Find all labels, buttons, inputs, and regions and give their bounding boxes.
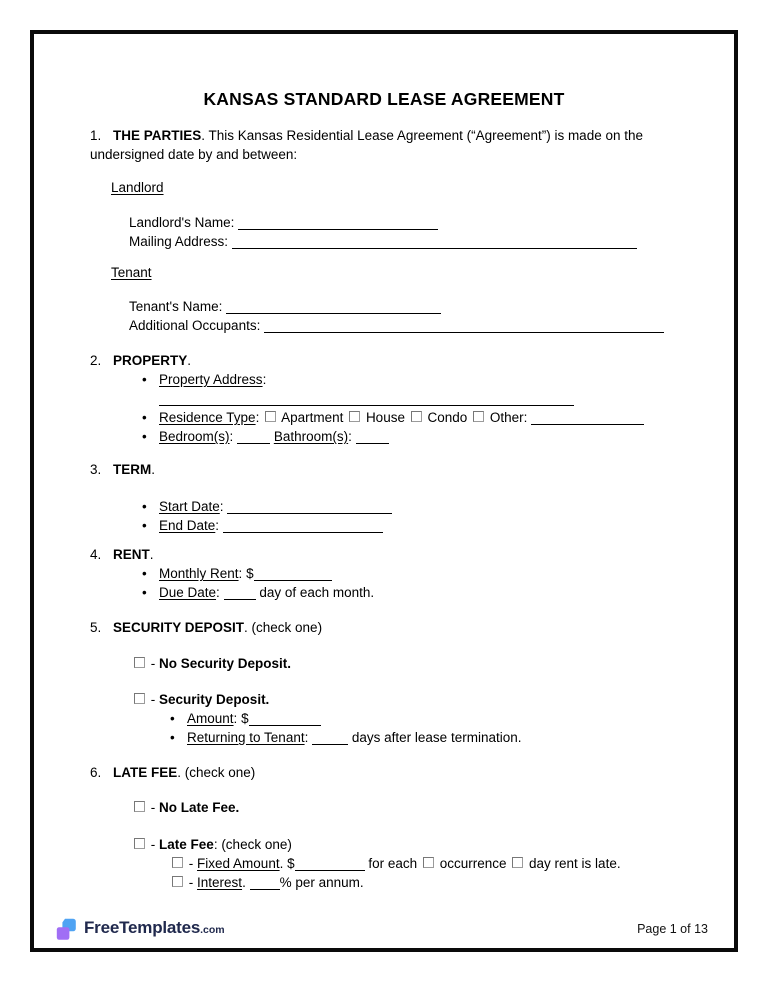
property-address-label: Property Address — [159, 372, 263, 387]
returning-days-blank[interactable] — [312, 731, 348, 745]
bathrooms-blank[interactable] — [356, 430, 389, 444]
fixed-amount-checkbox[interactable] — [172, 857, 183, 868]
section-heading: LATE FEE — [113, 765, 178, 780]
page-indicator: Page 1 of 13 — [637, 922, 708, 936]
bedrooms-label: Bedroom(s) — [159, 429, 230, 444]
brand-tld: .com — [200, 924, 225, 936]
dash: - — [188, 856, 194, 871]
occurrence-label: occurrence — [439, 856, 507, 871]
no-late-fee-checkbox[interactable] — [134, 801, 145, 812]
parties-intro-text: . This Kansas Residential Lease Agreement (“Agreement”) is made on the undersigned date by and between: — [90, 128, 643, 162]
check-one-note: . (check one) — [177, 765, 256, 780]
due-date-row: • Due Date: day of each month. — [90, 583, 678, 602]
residence-type-row: • Residence Type: Apartment House Condo Other: — [90, 408, 678, 427]
fixed-amount-blank[interactable] — [295, 857, 365, 871]
late-fee-suffix: : (check one) — [213, 837, 292, 852]
freetemplates-logo-icon — [56, 918, 77, 941]
start-date-row: • Start Date: — [90, 497, 678, 516]
returning-to-tenant-row: • Returning to Tenant: days after lease termination. — [90, 728, 678, 747]
document-title: KANSAS STANDARD LEASE AGREEMENT — [203, 89, 565, 109]
property-address-row: • Property Address: — [90, 370, 678, 408]
section-rent-heading: 4. RENT. — [90, 547, 154, 562]
day-rent-late-label: day rent is late. — [529, 856, 621, 871]
document-page — [30, 30, 738, 952]
monthly-rent-label: Monthly Rent — [159, 566, 239, 581]
dash: - — [150, 837, 156, 852]
fixed-amount-row: - Fixed Amount. $ for each occurrence day rent is late. — [90, 854, 678, 873]
bedrooms-blank[interactable] — [237, 430, 270, 444]
page-footer — [56, 916, 708, 942]
other-option-label: Other: — [489, 410, 528, 425]
late-fee-row — [90, 835, 678, 854]
no-security-deposit-row — [90, 654, 678, 673]
tenant-name-label: Tenant's Name: — [129, 299, 223, 314]
dash: - — [150, 692, 156, 707]
bathrooms-label: Bathroom(s) — [273, 429, 349, 444]
other-checkbox[interactable] — [473, 411, 484, 422]
additional-occupants-blank[interactable] — [264, 319, 664, 333]
residence-type-label: Residence Type — [159, 410, 256, 425]
section-heading: RENT — [113, 547, 150, 562]
deposit-amount-blank[interactable] — [249, 712, 321, 726]
day-rent-late-checkbox[interactable] — [512, 857, 523, 868]
section-number: 6. — [90, 765, 102, 780]
no-late-fee-label: No Late Fee. — [159, 800, 240, 815]
due-date-suffix: day of each month. — [259, 585, 375, 600]
end-date-label: End Date — [159, 518, 216, 533]
section-property-heading: 2. PROPERTY. — [90, 353, 192, 368]
due-date-blank[interactable] — [224, 586, 256, 600]
section-late-fee-heading — [90, 763, 678, 782]
mailing-address-blank[interactable] — [232, 235, 637, 249]
dollar-sign: $ — [241, 711, 249, 726]
section-term-heading: 3. TERM. — [90, 462, 156, 477]
interest-suffix: % per annum. — [279, 875, 364, 890]
late-fee-checkbox[interactable] — [134, 838, 145, 849]
condo-option-label: Condo — [427, 410, 468, 425]
landlord-heading: Landlord — [111, 180, 164, 195]
start-date-label: Start Date — [159, 499, 220, 514]
tenant-name-blank[interactable] — [226, 300, 441, 314]
late-fee-label: Late Fee — [159, 837, 214, 852]
house-checkbox[interactable] — [349, 411, 360, 422]
mailing-address-label: Mailing Address: — [129, 234, 229, 249]
freetemplates-logo — [56, 916, 225, 942]
section-heading: PROPERTY — [113, 353, 188, 368]
tenant-heading: Tenant — [111, 265, 152, 280]
tenant-name-row — [90, 297, 678, 316]
no-security-deposit-label: No Security Deposit. — [159, 656, 292, 671]
section-heading: THE PARTIES — [113, 128, 202, 143]
section-number: 5. — [90, 620, 102, 635]
bedrooms-bathrooms-row: • Bedroom(s): Bathroom(s): — [90, 427, 678, 446]
dash: - — [188, 875, 194, 890]
landlord-name-blank[interactable] — [238, 216, 438, 230]
deposit-amount-row: • Amount: $ — [90, 709, 678, 728]
monthly-rent-row: • Monthly Rent: $ — [90, 564, 678, 583]
section-heading: TERM — [113, 462, 152, 477]
returning-to-tenant-label: Returning to Tenant — [187, 730, 305, 745]
section-heading: SECURITY DEPOSIT — [113, 620, 245, 635]
security-deposit-row — [90, 690, 678, 709]
dash: - — [150, 800, 156, 815]
due-date-label: Due Date — [159, 585, 217, 600]
landlord-name-label: Landlord's Name: — [129, 215, 235, 230]
document-body — [34, 34, 734, 892]
section-number: 4. — [90, 547, 102, 562]
property-address-blank[interactable] — [159, 392, 574, 406]
landlord-name-row — [90, 213, 678, 232]
apartment-checkbox[interactable] — [265, 411, 276, 422]
no-late-fee-row — [90, 798, 678, 817]
house-option-label: House — [365, 410, 405, 425]
brand-text — [84, 916, 225, 942]
fixed-amount-label: Fixed Amount — [197, 856, 280, 871]
section-number: 1. — [90, 128, 102, 143]
start-date-blank[interactable] — [227, 500, 392, 514]
deposit-amount-label: Amount — [187, 711, 234, 726]
monthly-rent-blank[interactable] — [254, 567, 332, 581]
security-deposit-checkbox[interactable] — [134, 693, 145, 704]
dollar-sign: $ — [246, 566, 254, 581]
additional-occupants-label: Additional Occupants: — [129, 318, 261, 333]
occurrence-checkbox[interactable] — [423, 857, 434, 868]
other-residence-blank[interactable] — [531, 411, 644, 425]
additional-occupants-row — [90, 316, 678, 335]
mailing-address-row — [90, 232, 678, 251]
apartment-option-label: Apartment — [281, 410, 344, 425]
condo-checkbox[interactable] — [411, 411, 422, 422]
end-date-blank[interactable] — [223, 519, 383, 533]
security-deposit-label: Security Deposit. — [159, 692, 270, 707]
returning-suffix: days after lease termination. — [351, 730, 522, 745]
for-each-text: for each — [368, 856, 418, 871]
interest-row: - Interest. % per annum. — [90, 873, 678, 892]
end-date-row: • End Date: — [90, 516, 678, 535]
interest-rate-blank[interactable] — [250, 876, 280, 890]
section-security-deposit-heading — [90, 618, 678, 637]
check-one-note: . (check one) — [244, 620, 323, 635]
no-security-deposit-checkbox[interactable] — [134, 657, 145, 668]
section-parties-intro — [90, 126, 678, 164]
section-number: 2. — [90, 353, 102, 368]
interest-checkbox[interactable] — [172, 876, 183, 887]
dollar-sign: $ — [287, 856, 295, 871]
interest-label: Interest — [197, 875, 243, 890]
dash: - — [150, 656, 156, 671]
brand-name: FreeTemplates — [84, 918, 201, 937]
section-number: 3. — [90, 462, 102, 477]
